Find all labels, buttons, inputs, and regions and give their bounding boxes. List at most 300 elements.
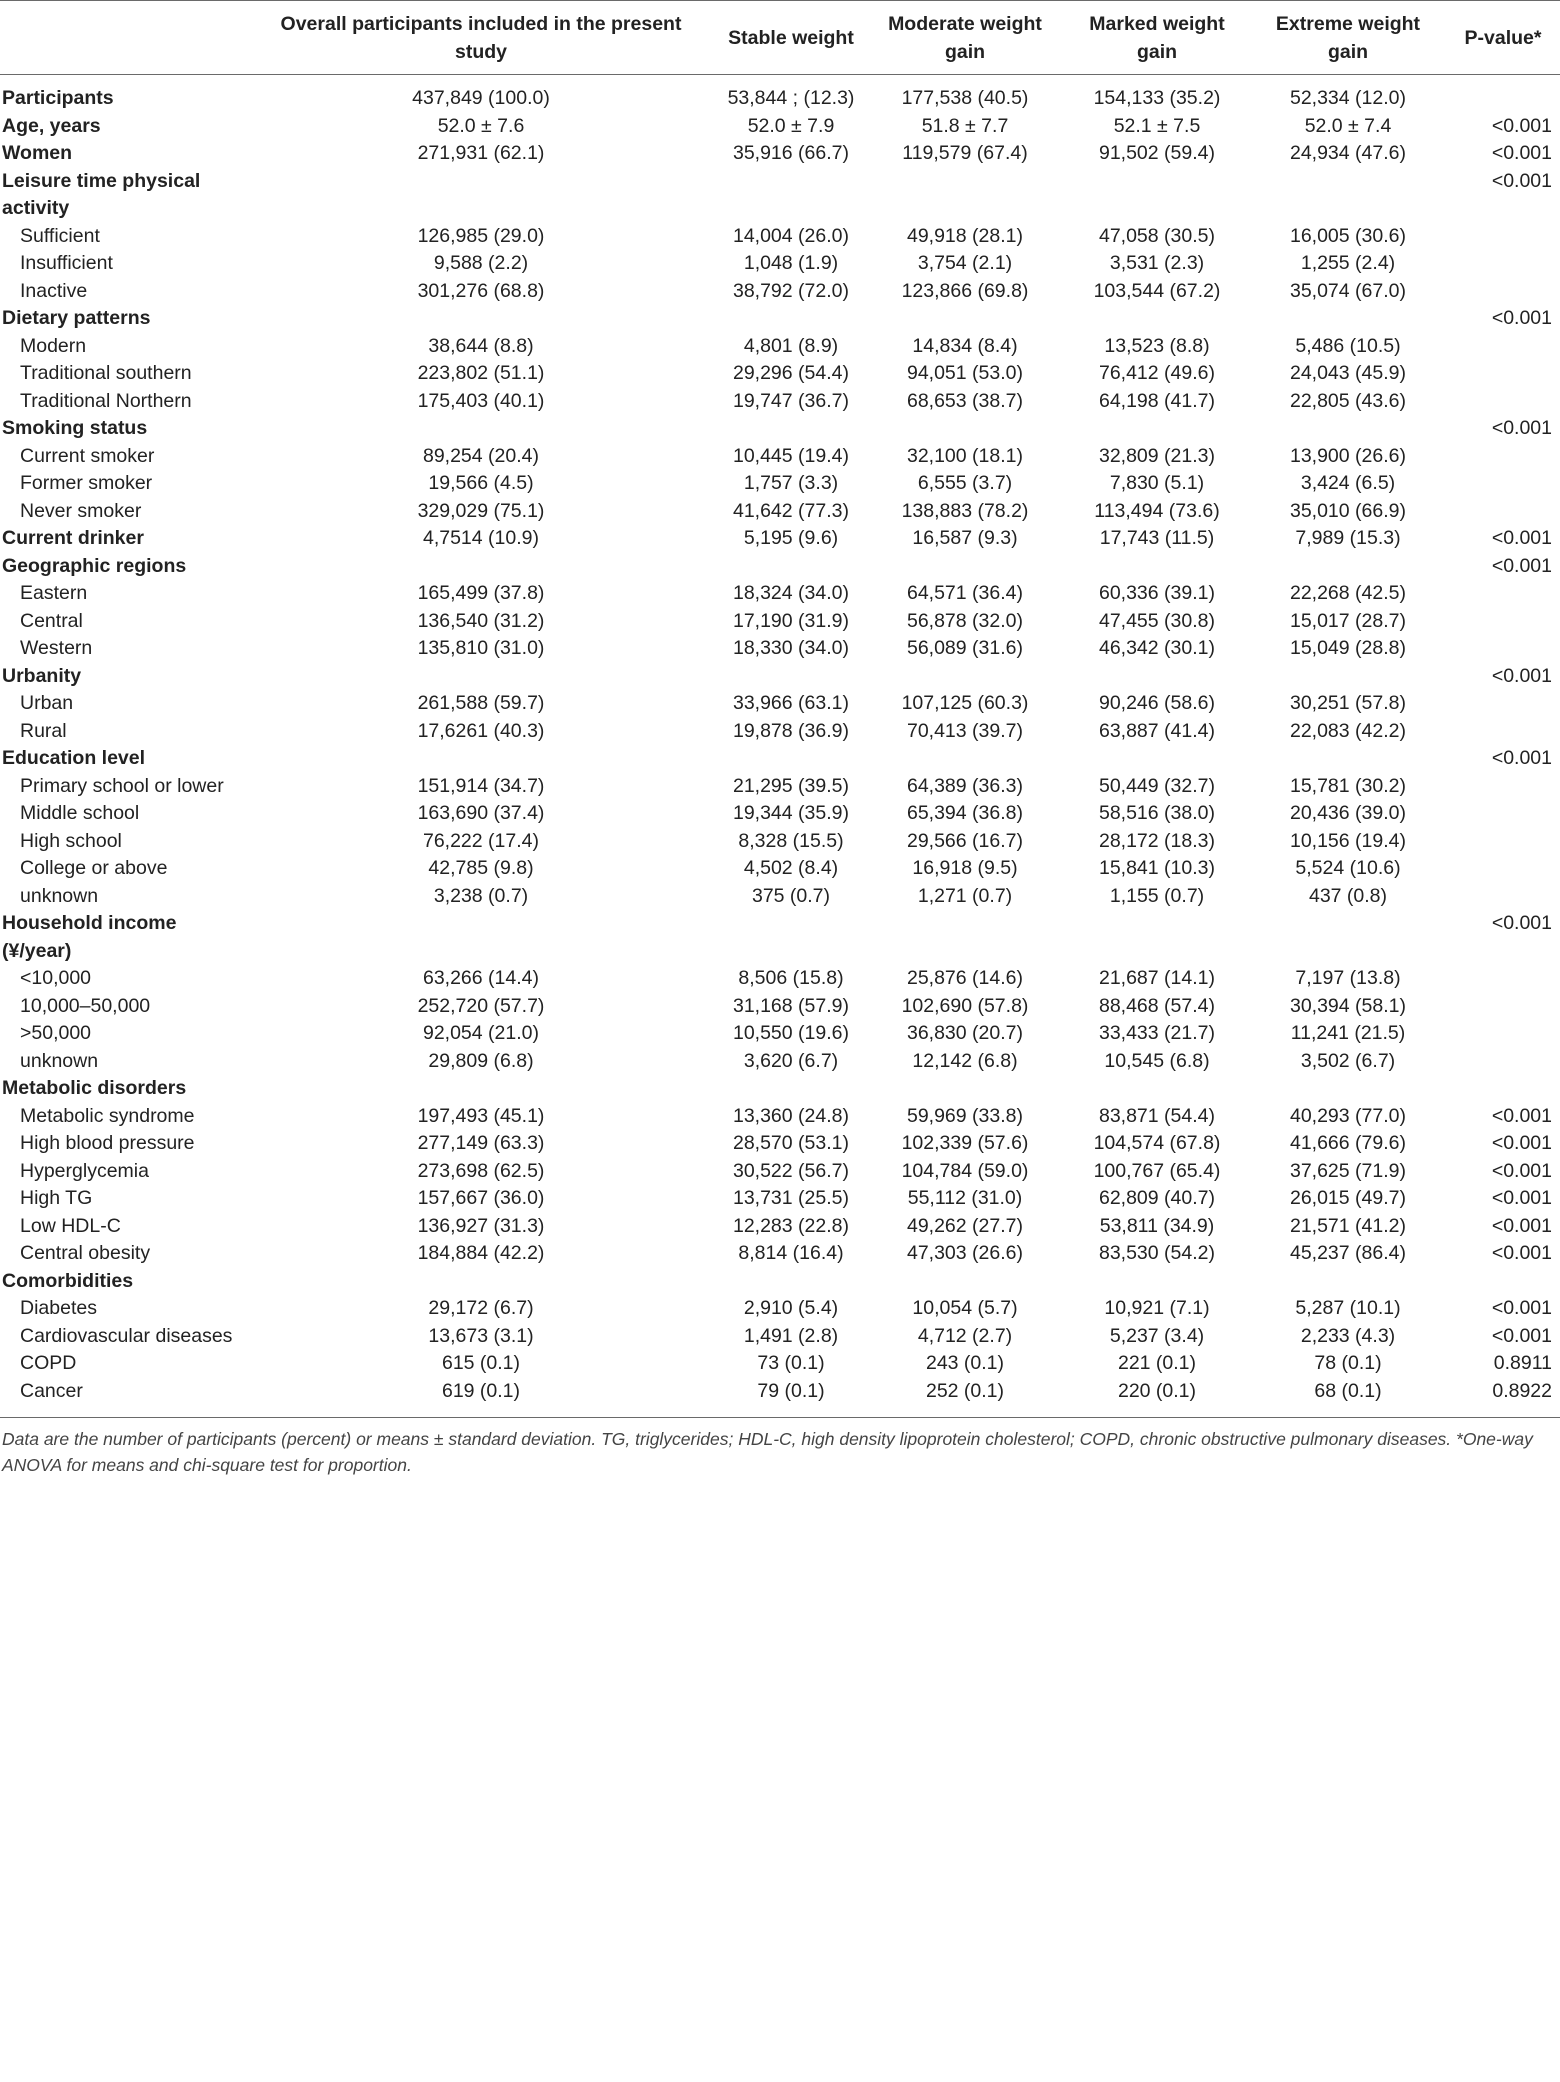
cell-marked-weight-gain: 28,172 (18.3) [1098, 829, 1215, 852]
table-row [0, 718, 1560, 746]
cell-stable-weight: 33,966 (63.1) [732, 692, 849, 714]
cell-stable-weight: 21,295 (39.5) [732, 774, 849, 797]
row-label: COPD [20, 1352, 77, 1374]
cell-marked-weight-gain: 154,133 (35.2) [1093, 87, 1221, 109]
row-label: unknown [20, 1049, 99, 1072]
cell-p-value: <0.001 [1491, 1324, 1552, 1347]
cell-overall: 17,6261 (40.3) [417, 719, 545, 742]
cell-stable-weight [716, 663, 866, 691]
cell-stable-weight: 2,910 (5.4) [743, 1297, 839, 1319]
cell-p-value: 0.8922 [1492, 1379, 1552, 1402]
cell-p-value: <0.001 [1491, 664, 1552, 687]
cell-extreme-weight-gain: 52.0 ± 7.4 [1304, 114, 1392, 137]
cell-p-value: <0.001 [1491, 307, 1552, 329]
cell-marked-weight-gain [1064, 553, 1250, 581]
cell-marked-weight-gain: 63,887 (41.4) [1098, 719, 1215, 742]
cell-marked-weight-gain: 46,342 (30.1) [1098, 637, 1215, 659]
cell-marked-weight-gain: 64,198 (41.7) [1098, 389, 1215, 412]
cell-marked-weight-gain: 7,830 (5.1) [1109, 472, 1205, 494]
row-label: Western [20, 637, 93, 659]
cell-extreme-weight-gain: 16,005 (30.6) [1289, 224, 1406, 247]
cell-overall: 261,588 (59.7) [417, 692, 545, 714]
cell-extreme-weight-gain: 30,251 (57.8) [1289, 692, 1406, 714]
section-row [0, 553, 1560, 581]
cell-moderate-weight-gain: 12,142 (6.8) [912, 1049, 1018, 1072]
cell-marked-weight-gain [1064, 663, 1250, 691]
cell-stable-weight [716, 305, 866, 333]
cell-overall: 76,222 (17.4) [422, 829, 539, 852]
row-label: Central obesity [20, 1242, 151, 1264]
cell-p-value: 0.8911 [1493, 1352, 1552, 1374]
cell-stable-weight: 1,048 (1.9) [743, 252, 839, 274]
cell-overall [246, 415, 716, 443]
cell-extreme-weight-gain: 5,486 (10.5) [1295, 334, 1401, 357]
cell-extreme-weight-gain [1250, 663, 1446, 691]
cell-marked-weight-gain: 113,494 (73.6) [1094, 499, 1220, 522]
cell-stable-weight: 13,731 (25.5) [732, 1187, 849, 1209]
cell-extreme-weight-gain: 78 (0.1) [1314, 1352, 1382, 1374]
cell-p-value [1446, 470, 1560, 498]
cell-extreme-weight-gain: 35,074 (67.0) [1289, 279, 1406, 302]
row-label: Urban [20, 692, 74, 714]
cell-moderate-weight-gain: 102,339 (57.6) [901, 1132, 1029, 1154]
cell-p-value [1446, 360, 1560, 388]
table-row [0, 1185, 1560, 1213]
cell-marked-weight-gain: 3,531 (2.3) [1109, 252, 1205, 274]
header-label [0, 1, 246, 75]
cell-marked-weight-gain: 60,336 (39.1) [1098, 582, 1215, 604]
cell-stable-weight: 17,190 (31.9) [732, 609, 849, 632]
cell-extreme-weight-gain: 30,394 (58.1) [1289, 994, 1406, 1017]
cell-p-value: <0.001 [1491, 1187, 1552, 1209]
section-row [0, 113, 1560, 141]
cell-p-value [1446, 1268, 1560, 1296]
row-label: Age, years [2, 114, 101, 137]
cell-moderate-weight-gain: 70,413 (39.7) [906, 719, 1023, 742]
cell-marked-weight-gain: 47,058 (30.5) [1098, 224, 1215, 247]
cell-moderate-weight-gain: 119,579 (67.4) [902, 142, 1028, 164]
cell-extreme-weight-gain: 15,049 (28.8) [1289, 637, 1406, 659]
cell-stable-weight: 375 (0.7) [751, 884, 831, 907]
cell-p-value: <0.001 [1491, 554, 1552, 577]
cell-stable-weight: 38,792 (72.0) [732, 279, 849, 302]
cell-marked-weight-gain: 62,809 (40.7) [1098, 1187, 1215, 1209]
cell-marked-weight-gain: 91,502 (59.4) [1098, 142, 1215, 164]
cell-overall [246, 1268, 716, 1296]
section-row [0, 1268, 1560, 1296]
cell-p-value: <0.001 [1491, 747, 1552, 769]
row-label: Inactive [20, 279, 88, 302]
cell-p-value [1446, 1020, 1560, 1048]
cell-p-value [1446, 498, 1560, 526]
table-row [0, 1323, 1560, 1351]
cell-moderate-weight-gain: 1,271 (0.7) [917, 884, 1013, 907]
row-label: Comorbidities [2, 1269, 134, 1292]
cell-stable-weight: 8,328 (15.5) [738, 829, 844, 852]
cell-stable-weight: 19,878 (36.9) [732, 719, 849, 742]
row-label: Urbanity [2, 664, 82, 687]
cell-marked-weight-gain: 220 (0.1) [1117, 1379, 1197, 1402]
cell-p-value: <0.001 [1491, 142, 1552, 164]
cell-moderate-weight-gain [866, 553, 1064, 581]
row-label: Current smoker [20, 444, 155, 467]
cell-overall: 329,029 (75.1) [417, 499, 545, 522]
cell-moderate-weight-gain: 138,883 (78.2) [901, 499, 1029, 522]
cell-overall: 437,849 (100.0) [412, 87, 550, 109]
cell-stable-weight: 19,747 (36.7) [732, 389, 849, 412]
cell-extreme-weight-gain: 24,043 (45.9) [1289, 362, 1406, 384]
cell-overall [246, 745, 716, 773]
table-row [0, 1350, 1560, 1378]
cell-p-value [1446, 75, 1560, 113]
cell-overall: 126,985 (29.0) [417, 224, 545, 247]
row-label: Current drinker [2, 527, 144, 549]
cell-overall [246, 663, 716, 691]
cell-p-value: <0.001 [1491, 1132, 1552, 1154]
row-label: Central [20, 609, 83, 632]
header-row [0, 1, 1560, 75]
row-label: College or above [20, 857, 168, 879]
cell-marked-weight-gain: 83,871 (54.4) [1098, 1104, 1215, 1127]
cell-extreme-weight-gain: 22,268 (42.5) [1289, 582, 1406, 604]
cell-moderate-weight-gain [866, 663, 1064, 691]
table-row [0, 250, 1560, 278]
section-row [0, 305, 1560, 333]
row-label: Middle school [20, 802, 140, 824]
cell-moderate-weight-gain: 68,653 (38.7) [906, 389, 1023, 412]
cell-moderate-weight-gain: 47,303 (26.6) [906, 1242, 1023, 1264]
cell-moderate-weight-gain: 55,112 (31.0) [907, 1187, 1023, 1209]
cell-stable-weight: 53,844 ; (12.3) [727, 87, 855, 109]
cell-overall: 13,673 (3.1) [428, 1324, 534, 1347]
row-label: Traditional southern [20, 362, 192, 384]
row-label: High TG [20, 1187, 93, 1209]
cell-overall: 197,493 (45.1) [417, 1104, 545, 1127]
cell-extreme-weight-gain: 37,625 (71.9) [1289, 1159, 1406, 1182]
cell-extreme-weight-gain: 1,255 (2.4) [1300, 252, 1396, 274]
row-label: Geographic regions [2, 554, 187, 577]
cell-p-value [1446, 828, 1560, 856]
table-row [0, 1130, 1560, 1158]
row-label: Sufficient [20, 224, 100, 247]
cell-moderate-weight-gain [866, 1268, 1064, 1296]
cell-p-value: <0.001 [1491, 417, 1552, 439]
cell-extreme-weight-gain [1250, 1268, 1446, 1296]
cell-moderate-weight-gain [866, 415, 1064, 443]
cell-marked-weight-gain: 13,523 (8.8) [1104, 334, 1210, 357]
cell-extreme-weight-gain [1250, 1075, 1446, 1103]
cell-overall [246, 1075, 716, 1103]
table-row [0, 1158, 1560, 1186]
row-label: Diabetes [20, 1297, 97, 1319]
cell-marked-weight-gain: 21,687 (14.1) [1098, 967, 1215, 989]
table-row [0, 1048, 1560, 1076]
cell-marked-weight-gain: 88,468 (57.4) [1098, 994, 1215, 1017]
cell-stable-weight: 19,344 (35.9) [732, 802, 849, 824]
cell-stable-weight: 52.0 ± 7.9 [747, 114, 835, 137]
cell-marked-weight-gain: 76,412 (49.6) [1098, 362, 1215, 384]
cell-marked-weight-gain: 53,811 (34.9) [1099, 1214, 1215, 1237]
cell-extreme-weight-gain: 22,805 (43.6) [1289, 389, 1406, 412]
section-row [0, 910, 1560, 965]
row-label: Never smoker [20, 499, 142, 522]
row-label: Hyperglycemia [20, 1159, 149, 1182]
cell-moderate-weight-gain: 6,555 (3.7) [917, 472, 1013, 494]
cell-extreme-weight-gain: 20,436 (39.0) [1289, 802, 1406, 824]
cell-moderate-weight-gain: 102,690 (57.8) [901, 994, 1029, 1017]
cell-marked-weight-gain: 33,433 (21.7) [1098, 1022, 1215, 1044]
cell-stable-weight: 31,168 (57.9) [732, 994, 849, 1017]
cell-moderate-weight-gain: 3,754 (2.1) [917, 252, 1013, 274]
section-row [0, 168, 1560, 223]
table-row [0, 993, 1560, 1021]
cell-p-value [1446, 855, 1560, 883]
row-label: Household income (¥/year) [2, 912, 177, 962]
row-label: 10,000–50,000 [20, 994, 151, 1017]
cell-overall: 29,172 (6.7) [428, 1297, 534, 1319]
cell-moderate-weight-gain: 14,834 (8.4) [912, 334, 1018, 357]
cell-extreme-weight-gain [1250, 745, 1446, 773]
cell-marked-weight-gain: 103,544 (67.2) [1093, 279, 1221, 302]
section-row [0, 745, 1560, 773]
cell-p-value [1446, 223, 1560, 251]
cell-stable-weight: 3,620 (6.7) [743, 1049, 839, 1072]
cell-moderate-weight-gain: 65,394 (36.8) [906, 802, 1023, 824]
cell-extreme-weight-gain: 10,156 (19.4) [1289, 829, 1406, 852]
row-label: Former smoker [20, 472, 153, 494]
row-label: High school [20, 829, 122, 852]
cell-overall: 42,785 (9.8) [428, 857, 534, 879]
cell-p-value: <0.001 [1491, 527, 1552, 549]
cell-moderate-weight-gain: 29,566 (16.7) [906, 829, 1023, 852]
table-row [0, 278, 1560, 306]
cell-moderate-weight-gain: 104,784 (59.0) [901, 1159, 1029, 1182]
cell-extreme-weight-gain: 15,017 (28.7) [1289, 609, 1406, 632]
cell-moderate-weight-gain: 25,876 (14.6) [906, 967, 1023, 989]
cell-stable-weight: 41,642 (77.3) [732, 499, 849, 522]
cell-moderate-weight-gain: 64,571 (36.4) [906, 582, 1023, 604]
row-label: Cardiovascular diseases [20, 1324, 233, 1347]
cell-overall [246, 553, 716, 581]
cell-extreme-weight-gain: 26,015 (49.7) [1289, 1187, 1406, 1209]
cell-extreme-weight-gain: 45,237 (86.4) [1289, 1242, 1406, 1264]
table-row [0, 1213, 1560, 1241]
cell-extreme-weight-gain: 40,293 (77.0) [1289, 1104, 1406, 1127]
cell-extreme-weight-gain: 3,502 (6.7) [1300, 1049, 1396, 1072]
cell-moderate-weight-gain: 36,830 (20.7) [906, 1022, 1023, 1044]
cell-moderate-weight-gain [866, 168, 1064, 223]
cell-stable-weight: 30,522 (56.7) [732, 1159, 849, 1182]
cell-p-value [1446, 1048, 1560, 1076]
cell-p-value [1446, 773, 1560, 801]
cell-p-value [1446, 635, 1560, 663]
cell-extreme-weight-gain: 7,197 (13.8) [1295, 967, 1401, 989]
cell-p-value [1446, 718, 1560, 746]
row-label: <10,000 [20, 967, 92, 989]
table-row [0, 883, 1560, 911]
row-label: Traditional Northern [20, 389, 192, 412]
cell-stable-weight [716, 415, 866, 443]
table-row [0, 223, 1560, 251]
cell-stable-weight: 73 (0.1) [757, 1352, 825, 1374]
table-row [0, 1378, 1560, 1418]
cell-moderate-weight-gain: 10,054 (5.7) [912, 1297, 1018, 1319]
cell-stable-weight: 28,570 (53.1) [732, 1132, 849, 1154]
cell-stable-weight: 4,801 (8.9) [743, 334, 839, 357]
cell-extreme-weight-gain: 24,934 (47.6) [1289, 142, 1406, 164]
cell-extreme-weight-gain: 3,424 (6.5) [1300, 472, 1396, 494]
cell-extreme-weight-gain: 22,083 (42.2) [1289, 719, 1406, 742]
row-label: Leisure time physical activity [2, 169, 201, 219]
cell-extreme-weight-gain [1250, 168, 1446, 223]
cell-extreme-weight-gain: 2,233 (4.3) [1300, 1324, 1396, 1347]
cell-overall: 89,254 (20.4) [422, 444, 539, 467]
cell-extreme-weight-gain: 35,010 (66.9) [1289, 499, 1406, 522]
cell-extreme-weight-gain: 68 (0.1) [1314, 1379, 1382, 1402]
cell-extreme-weight-gain [1250, 553, 1446, 581]
cell-stable-weight: 13,360 (24.8) [732, 1104, 849, 1127]
section-row [0, 1075, 1560, 1103]
cell-extreme-weight-gain: 5,524 (10.6) [1295, 857, 1401, 879]
cell-extreme-weight-gain: 437 (0.8) [1308, 884, 1388, 907]
cell-marked-weight-gain: 10,921 (7.1) [1104, 1297, 1210, 1319]
cell-overall: 38,644 (8.8) [428, 334, 534, 357]
row-label: Education level [2, 747, 146, 769]
cell-moderate-weight-gain: 243 (0.1) [925, 1352, 1005, 1374]
cell-overall: 151,914 (34.7) [417, 774, 545, 797]
cell-stable-weight: 1,491 (2.8) [743, 1324, 839, 1347]
cell-p-value [1446, 883, 1560, 911]
cell-stable-weight [716, 1268, 866, 1296]
table-row [0, 965, 1560, 993]
row-label: Rural [20, 719, 67, 742]
cell-overall [246, 305, 716, 333]
cell-marked-weight-gain: 104,574 (67.8) [1093, 1132, 1221, 1154]
cell-p-value [1446, 800, 1560, 828]
cell-moderate-weight-gain: 4,712 (2.7) [917, 1324, 1013, 1347]
cell-stable-weight: 14,004 (26.0) [732, 224, 849, 247]
cell-overall: 163,690 (37.4) [417, 802, 545, 824]
cell-marked-weight-gain: 15,841 (10.3) [1098, 857, 1215, 879]
cell-p-value [1446, 388, 1560, 416]
cell-moderate-weight-gain: 49,918 (28.1) [906, 224, 1023, 247]
cell-extreme-weight-gain: 52,334 (12.0) [1289, 87, 1406, 109]
cell-overall: 157,667 (36.0) [417, 1187, 545, 1209]
table-header [0, 1, 1560, 75]
cell-overall: 135,810 (31.0) [417, 637, 545, 659]
cell-stable-weight: 5,195 (9.6) [743, 527, 839, 549]
cell-overall: 136,540 (31.2) [417, 609, 545, 632]
cell-marked-weight-gain [1064, 745, 1250, 773]
cell-p-value: <0.001 [1491, 1297, 1552, 1319]
cell-stable-weight: 18,330 (34.0) [732, 637, 849, 659]
table-row [0, 333, 1560, 361]
table-row [0, 608, 1560, 636]
row-label: >50,000 [20, 1022, 92, 1044]
cell-extreme-weight-gain: 15,781 (30.2) [1289, 774, 1406, 797]
cell-overall: 184,884 (42.2) [417, 1242, 545, 1264]
cell-extreme-weight-gain [1250, 305, 1446, 333]
cell-overall: 3,238 (0.7) [433, 884, 529, 907]
cell-overall: 273,698 (62.5) [417, 1159, 545, 1182]
cell-p-value: <0.001 [1491, 1242, 1552, 1264]
table-row [0, 635, 1560, 663]
row-label: Dietary patterns [2, 307, 151, 329]
cell-moderate-weight-gain: 56,878 (32.0) [906, 609, 1023, 632]
header-moderate-weight-gain: Moderate weight gain [866, 1, 1064, 75]
cell-moderate-weight-gain: 49,262 (27.7) [906, 1214, 1023, 1237]
header-marked-weight-gain: Marked weight gain [1064, 1, 1250, 75]
cell-overall: 9,588 (2.2) [433, 252, 529, 274]
cell-p-value: <0.001 [1491, 1214, 1552, 1237]
cell-moderate-weight-gain [866, 745, 1064, 773]
section-row [0, 75, 1560, 113]
cell-stable-weight: 79 (0.1) [757, 1379, 825, 1402]
cell-overall: 63,266 (14.4) [422, 967, 539, 989]
header-stable-weight: Stable weight [716, 1, 866, 75]
cell-extreme-weight-gain [1250, 910, 1446, 965]
table-footer [0, 1418, 1560, 1479]
row-label: Smoking status [2, 417, 148, 439]
table-row [0, 498, 1560, 526]
table-row [0, 388, 1560, 416]
table-row [0, 1240, 1560, 1268]
table-row [0, 470, 1560, 498]
cell-marked-weight-gain [1064, 305, 1250, 333]
row-label: Metabolic disorders [2, 1077, 187, 1099]
cell-marked-weight-gain [1064, 168, 1250, 223]
table-body [0, 75, 1560, 1418]
cell-overall [246, 910, 716, 965]
cell-extreme-weight-gain: 13,900 (26.6) [1289, 444, 1406, 467]
cell-p-value: <0.001 [1491, 1104, 1552, 1127]
cell-overall: 4,7514 (10.9) [422, 527, 539, 549]
cell-p-value [1446, 993, 1560, 1021]
cell-p-value: <0.001 [1491, 114, 1552, 137]
cell-marked-weight-gain [1064, 415, 1250, 443]
cell-extreme-weight-gain: 41,666 (79.6) [1289, 1132, 1406, 1154]
table-row [0, 690, 1560, 718]
cell-stable-weight [716, 910, 866, 965]
row-label: Cancer [20, 1379, 83, 1402]
cell-stable-weight: 8,814 (16.4) [738, 1242, 844, 1264]
cell-moderate-weight-gain: 51.8 ± 7.7 [921, 114, 1009, 137]
cell-marked-weight-gain: 5,237 (3.4) [1109, 1324, 1205, 1347]
cell-moderate-weight-gain: 32,100 (18.1) [906, 444, 1023, 467]
row-label: Women [2, 142, 73, 164]
row-label: Primary school or lower [20, 774, 224, 797]
cell-moderate-weight-gain: 64,389 (36.3) [906, 774, 1023, 797]
section-row [0, 140, 1560, 168]
cell-moderate-weight-gain: 16,918 (9.5) [912, 857, 1018, 879]
cell-moderate-weight-gain [866, 305, 1064, 333]
cell-p-value [1446, 1075, 1560, 1103]
table-row [0, 443, 1560, 471]
cell-stable-weight: 29,296 (54.4) [732, 362, 849, 384]
row-label: Low HDL-C [20, 1214, 121, 1237]
cell-extreme-weight-gain: 5,287 (10.1) [1295, 1297, 1401, 1319]
cell-overall: 19,566 (4.5) [428, 472, 534, 494]
table-row [0, 855, 1560, 883]
cell-moderate-weight-gain: 59,969 (33.8) [906, 1104, 1023, 1127]
cell-extreme-weight-gain: 21,571 (41.2) [1289, 1214, 1406, 1237]
cell-marked-weight-gain [1064, 910, 1250, 965]
row-label: unknown [20, 884, 99, 907]
table-footnote: Data are the number of participants (percent) or means ± standard deviation. TG, triglycerides; HDL-C, high density lipoprotein cholesterol; COPD, chronic obstructive pulmonary diseases. *One-way ANOVA for means and chi-square test for proportion. [0, 1418, 1560, 1479]
cell-moderate-weight-gain: 177,538 (40.5) [901, 87, 1029, 109]
table-row [0, 1103, 1560, 1131]
table-row [0, 1020, 1560, 1048]
